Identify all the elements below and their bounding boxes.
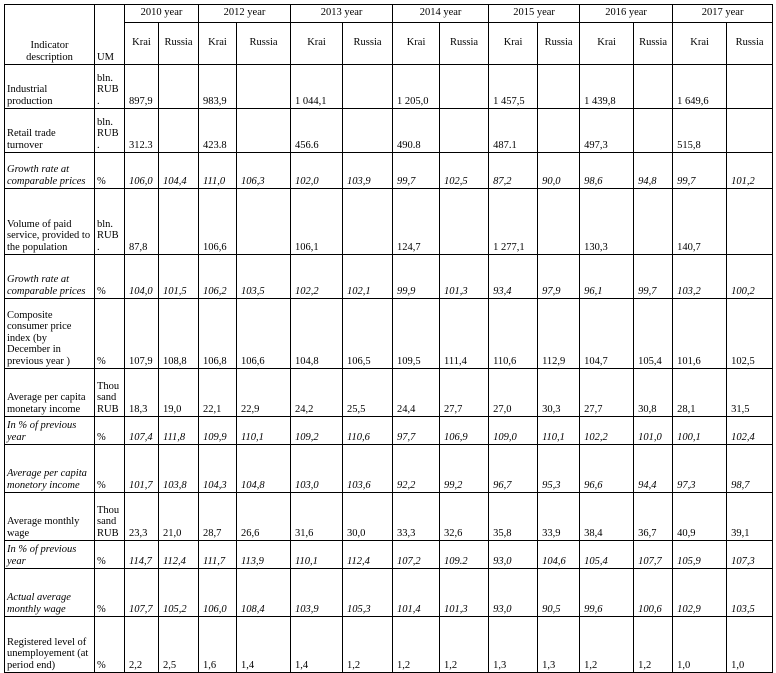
krai-value: 124,7 xyxy=(393,189,440,255)
krai-value: 107,2 xyxy=(393,541,440,569)
krai-value: 130,3 xyxy=(580,189,634,255)
krai-value: 97,3 xyxy=(673,445,727,493)
russia-value xyxy=(634,189,673,255)
year-header: 2017 year xyxy=(673,5,773,23)
russia-value: 1,0 xyxy=(727,617,773,673)
krai-header: Krai xyxy=(199,23,237,65)
russia-value: 105,3 xyxy=(343,569,393,617)
krai-value: 1 205,0 xyxy=(393,65,440,109)
unit-of-measure: % xyxy=(95,569,125,617)
krai-value: 31,6 xyxy=(291,493,343,541)
krai-value: 111,0 xyxy=(199,153,237,189)
russia-value: 104,6 xyxy=(538,541,580,569)
krai-value: 2,2 xyxy=(125,617,159,673)
indicator-label: Volume of paid service, provided to the population xyxy=(5,189,95,255)
russia-value xyxy=(237,109,291,153)
russia-value: 95,3 xyxy=(538,445,580,493)
russia-value: 106,9 xyxy=(440,417,489,445)
russia-value xyxy=(343,65,393,109)
russia-value: 101,2 xyxy=(727,153,773,189)
russia-value: 104,4 xyxy=(159,153,199,189)
krai-value: 107,4 xyxy=(125,417,159,445)
krai-header: Krai xyxy=(291,23,343,65)
russia-value: 1,2 xyxy=(634,617,673,673)
year-header: 2010 year xyxy=(125,5,199,23)
russia-value: 1,2 xyxy=(343,617,393,673)
russia-value: 105,4 xyxy=(634,299,673,369)
table-row xyxy=(5,299,773,369)
russia-value: 101,3 xyxy=(440,569,489,617)
russia-value xyxy=(343,109,393,153)
russia-value: 106,5 xyxy=(343,299,393,369)
russia-header: Russia xyxy=(727,23,773,65)
russia-value: 104,8 xyxy=(237,445,291,493)
russia-value: 97,9 xyxy=(538,255,580,299)
russia-value: 90,5 xyxy=(538,569,580,617)
krai-value: 140,7 xyxy=(673,189,727,255)
unit-of-measure: Thou sand RUB xyxy=(95,493,125,541)
russia-value: 111,4 xyxy=(440,299,489,369)
krai-value: 423.8 xyxy=(199,109,237,153)
krai-value: 897,9 xyxy=(125,65,159,109)
indicator-label: Average per capita monetory income xyxy=(5,445,95,493)
russia-header: Russia xyxy=(343,23,393,65)
russia-header: Russia xyxy=(440,23,489,65)
indicator-label: Registered level of unemployement (at period end) xyxy=(5,617,95,673)
indicator-label: Growth rate at comparable prices xyxy=(5,153,95,189)
krai-value: 1,2 xyxy=(580,617,634,673)
indicator-label: Industrial production xyxy=(5,65,95,109)
krai-value: 1 044,1 xyxy=(291,65,343,109)
table-row xyxy=(5,109,773,153)
russia-value xyxy=(159,109,199,153)
krai-value: 105,4 xyxy=(580,541,634,569)
russia-header: Russia xyxy=(237,23,291,65)
indicator-label: In % of previous year xyxy=(5,541,95,569)
russia-value: 105,2 xyxy=(159,569,199,617)
russia-value: 103,8 xyxy=(159,445,199,493)
year-header: 2015 year xyxy=(489,5,580,23)
russia-value: 21,0 xyxy=(159,493,199,541)
russia-value: 102,4 xyxy=(727,417,773,445)
russia-header: Russia xyxy=(159,23,199,65)
krai-value: 101,4 xyxy=(393,569,440,617)
krai-value: 983,9 xyxy=(199,65,237,109)
krai-value: 1,3 xyxy=(489,617,538,673)
russia-value: 31,5 xyxy=(727,369,773,417)
table-row xyxy=(5,445,773,493)
krai-value: 107,9 xyxy=(125,299,159,369)
russia-value: 100,2 xyxy=(727,255,773,299)
krai-value: 1 277,1 xyxy=(489,189,538,255)
unit-of-measure: % xyxy=(95,617,125,673)
russia-value: 94,4 xyxy=(634,445,673,493)
krai-header: Krai xyxy=(580,23,634,65)
unit-of-measure: % xyxy=(95,417,125,445)
krai-value: 312.3 xyxy=(125,109,159,153)
krai-value: 23,3 xyxy=(125,493,159,541)
year-header-row xyxy=(5,5,773,23)
russia-value xyxy=(727,189,773,255)
russia-value: 36,7 xyxy=(634,493,673,541)
russia-value: 1,4 xyxy=(237,617,291,673)
krai-value: 1,4 xyxy=(291,617,343,673)
krai-value: 27,7 xyxy=(580,369,634,417)
krai-value: 98,6 xyxy=(580,153,634,189)
krai-value: 1 457,5 xyxy=(489,65,538,109)
russia-value: 39,1 xyxy=(727,493,773,541)
russia-value: 100,6 xyxy=(634,569,673,617)
krai-value: 109,5 xyxy=(393,299,440,369)
russia-value: 110,6 xyxy=(343,417,393,445)
krai-value: 110,1 xyxy=(291,541,343,569)
unit-of-measure: bln. RUB . xyxy=(95,65,125,109)
krai-value: 106,0 xyxy=(199,569,237,617)
table-row xyxy=(5,65,773,109)
krai-value: 103,9 xyxy=(291,569,343,617)
russia-value xyxy=(727,109,773,153)
krai-value: 102,2 xyxy=(291,255,343,299)
russia-value: 30,0 xyxy=(343,493,393,541)
russia-value: 30,8 xyxy=(634,369,673,417)
krai-value: 100,1 xyxy=(673,417,727,445)
krai-value: 93,4 xyxy=(489,255,538,299)
krai-value: 515,8 xyxy=(673,109,727,153)
russia-value: 99,2 xyxy=(440,445,489,493)
indicator-label: Average per capita monetary income xyxy=(5,369,95,417)
russia-value: 22,9 xyxy=(237,369,291,417)
indicator-label: Growth rate at comparable prices xyxy=(5,255,95,299)
russia-value: 30,3 xyxy=(538,369,580,417)
krai-value: 1,6 xyxy=(199,617,237,673)
russia-value: 99,7 xyxy=(634,255,673,299)
table-body xyxy=(5,65,773,673)
russia-value xyxy=(538,109,580,153)
table-row xyxy=(5,617,773,673)
russia-value: 103,5 xyxy=(727,569,773,617)
russia-value: 101,3 xyxy=(440,255,489,299)
russia-value: 102,1 xyxy=(343,255,393,299)
russia-value: 19,0 xyxy=(159,369,199,417)
krai-value: 104,8 xyxy=(291,299,343,369)
krai-value: 109,9 xyxy=(199,417,237,445)
krai-value: 28,1 xyxy=(673,369,727,417)
russia-value: 103,5 xyxy=(237,255,291,299)
table-row xyxy=(5,189,773,255)
krai-header: Krai xyxy=(125,23,159,65)
krai-value: 22,1 xyxy=(199,369,237,417)
krai-value: 487.1 xyxy=(489,109,538,153)
russia-value: 102,5 xyxy=(440,153,489,189)
russia-value xyxy=(634,65,673,109)
krai-value: 104,0 xyxy=(125,255,159,299)
krai-value: 106,2 xyxy=(199,255,237,299)
indicator-label: In % of previous year xyxy=(5,417,95,445)
krai-value: 106,1 xyxy=(291,189,343,255)
russia-value xyxy=(727,65,773,109)
year-header: 2014 year xyxy=(393,5,489,23)
russia-value: 101,0 xyxy=(634,417,673,445)
year-header: 2012 year xyxy=(199,5,291,23)
russia-value: 112,4 xyxy=(159,541,199,569)
unit-of-measure: % xyxy=(95,445,125,493)
indicators-table xyxy=(4,4,773,673)
krai-value: 93,0 xyxy=(489,541,538,569)
indicator-label: Retail trade turnover xyxy=(5,109,95,153)
krai-value: 27,0 xyxy=(489,369,538,417)
indicator-description-header: Indicator description xyxy=(5,5,95,65)
krai-value: 105,9 xyxy=(673,541,727,569)
um-header: UM xyxy=(95,5,125,65)
unit-of-measure: bln. RUB . xyxy=(95,189,125,255)
unit-of-measure: % xyxy=(95,153,125,189)
krai-value: 106,0 xyxy=(125,153,159,189)
krai-value: 33,3 xyxy=(393,493,440,541)
table-row xyxy=(5,417,773,445)
krai-value: 490.8 xyxy=(393,109,440,153)
krai-value: 97,7 xyxy=(393,417,440,445)
krai-value: 99,7 xyxy=(673,153,727,189)
russia-value xyxy=(159,65,199,109)
krai-value: 99,7 xyxy=(393,153,440,189)
indicator-label: Average monthly wage xyxy=(5,493,95,541)
krai-value: 109,0 xyxy=(489,417,538,445)
russia-value xyxy=(440,189,489,255)
russia-header: Russia xyxy=(634,23,673,65)
krai-value: 99,6 xyxy=(580,569,634,617)
krai-value: 1 439,8 xyxy=(580,65,634,109)
krai-value: 109,2 xyxy=(291,417,343,445)
krai-value: 107,7 xyxy=(125,569,159,617)
krai-value: 497,3 xyxy=(580,109,634,153)
table-row xyxy=(5,369,773,417)
krai-value: 102,0 xyxy=(291,153,343,189)
krai-value: 102,2 xyxy=(580,417,634,445)
krai-value: 103,0 xyxy=(291,445,343,493)
russia-value: 112,9 xyxy=(538,299,580,369)
krai-value: 1,0 xyxy=(673,617,727,673)
krai-value: 18,3 xyxy=(125,369,159,417)
krai-header: Krai xyxy=(489,23,538,65)
russia-value: 108,8 xyxy=(159,299,199,369)
krai-value: 93,0 xyxy=(489,569,538,617)
russia-value: 106,6 xyxy=(237,299,291,369)
krai-value: 87,2 xyxy=(489,153,538,189)
russia-value: 106,3 xyxy=(237,153,291,189)
krai-value: 102,9 xyxy=(673,569,727,617)
russia-value: 90,0 xyxy=(538,153,580,189)
krai-value: 87,8 xyxy=(125,189,159,255)
russia-value: 1,3 xyxy=(538,617,580,673)
unit-of-measure: % xyxy=(95,255,125,299)
year-header: 2016 year xyxy=(580,5,673,23)
russia-value: 94,8 xyxy=(634,153,673,189)
russia-value: 33,9 xyxy=(538,493,580,541)
krai-value: 92,2 xyxy=(393,445,440,493)
table-row xyxy=(5,569,773,617)
russia-value xyxy=(237,65,291,109)
russia-value: 112,4 xyxy=(343,541,393,569)
table-row xyxy=(5,493,773,541)
unit-of-measure: Thou sand RUB xyxy=(95,369,125,417)
krai-value: 110,6 xyxy=(489,299,538,369)
russia-value: 25,5 xyxy=(343,369,393,417)
russia-value xyxy=(538,65,580,109)
table-header xyxy=(5,5,773,65)
krai-value: 35,8 xyxy=(489,493,538,541)
indicator-label: Composite consumer price index (by December in previous year ) xyxy=(5,299,95,369)
krai-value: 24,2 xyxy=(291,369,343,417)
russia-value xyxy=(440,109,489,153)
russia-value: 2,5 xyxy=(159,617,199,673)
krai-value: 101,6 xyxy=(673,299,727,369)
krai-header: Krai xyxy=(673,23,727,65)
krai-value: 456.6 xyxy=(291,109,343,153)
krai-value: 40,9 xyxy=(673,493,727,541)
russia-value: 111,8 xyxy=(159,417,199,445)
russia-value: 32,6 xyxy=(440,493,489,541)
russia-value xyxy=(159,189,199,255)
russia-value xyxy=(634,109,673,153)
russia-value: 103,6 xyxy=(343,445,393,493)
krai-value: 104,3 xyxy=(199,445,237,493)
russia-value: 108,4 xyxy=(237,569,291,617)
krai-value: 96,1 xyxy=(580,255,634,299)
russia-value: 103,9 xyxy=(343,153,393,189)
unit-of-measure: % xyxy=(95,541,125,569)
krai-value: 106,6 xyxy=(199,189,237,255)
krai-value: 104,7 xyxy=(580,299,634,369)
russia-value: 101,5 xyxy=(159,255,199,299)
russia-value: 1,2 xyxy=(440,617,489,673)
krai-value: 101,7 xyxy=(125,445,159,493)
krai-value: 99,9 xyxy=(393,255,440,299)
russia-value: 110,1 xyxy=(237,417,291,445)
krai-value: 1 649,6 xyxy=(673,65,727,109)
krai-value: 114,7 xyxy=(125,541,159,569)
krai-value: 111,7 xyxy=(199,541,237,569)
russia-value xyxy=(343,189,393,255)
table-row xyxy=(5,255,773,299)
russia-value: 102,5 xyxy=(727,299,773,369)
krai-value: 24,4 xyxy=(393,369,440,417)
table-row xyxy=(5,153,773,189)
krai-value: 96,7 xyxy=(489,445,538,493)
russia-value: 107,7 xyxy=(634,541,673,569)
indicator-label: Actual average monthly wage xyxy=(5,569,95,617)
table-row xyxy=(5,541,773,569)
russia-value xyxy=(440,65,489,109)
russia-value: 27,7 xyxy=(440,369,489,417)
year-header: 2013 year xyxy=(291,5,393,23)
krai-value: 28,7 xyxy=(199,493,237,541)
unit-of-measure: % xyxy=(95,299,125,369)
russia-value: 110,1 xyxy=(538,417,580,445)
russia-value: 109.2 xyxy=(440,541,489,569)
krai-header: Krai xyxy=(393,23,440,65)
russia-value: 113,9 xyxy=(237,541,291,569)
russia-value: 107,3 xyxy=(727,541,773,569)
russia-value: 26,6 xyxy=(237,493,291,541)
unit-of-measure: bln. RUB . xyxy=(95,109,125,153)
krai-value: 103,2 xyxy=(673,255,727,299)
krai-value: 96,6 xyxy=(580,445,634,493)
russia-value xyxy=(237,189,291,255)
russia-value xyxy=(538,189,580,255)
krai-value: 38,4 xyxy=(580,493,634,541)
krai-value: 106,8 xyxy=(199,299,237,369)
russia-header: Russia xyxy=(538,23,580,65)
krai-value: 1,2 xyxy=(393,617,440,673)
russia-value: 98,7 xyxy=(727,445,773,493)
